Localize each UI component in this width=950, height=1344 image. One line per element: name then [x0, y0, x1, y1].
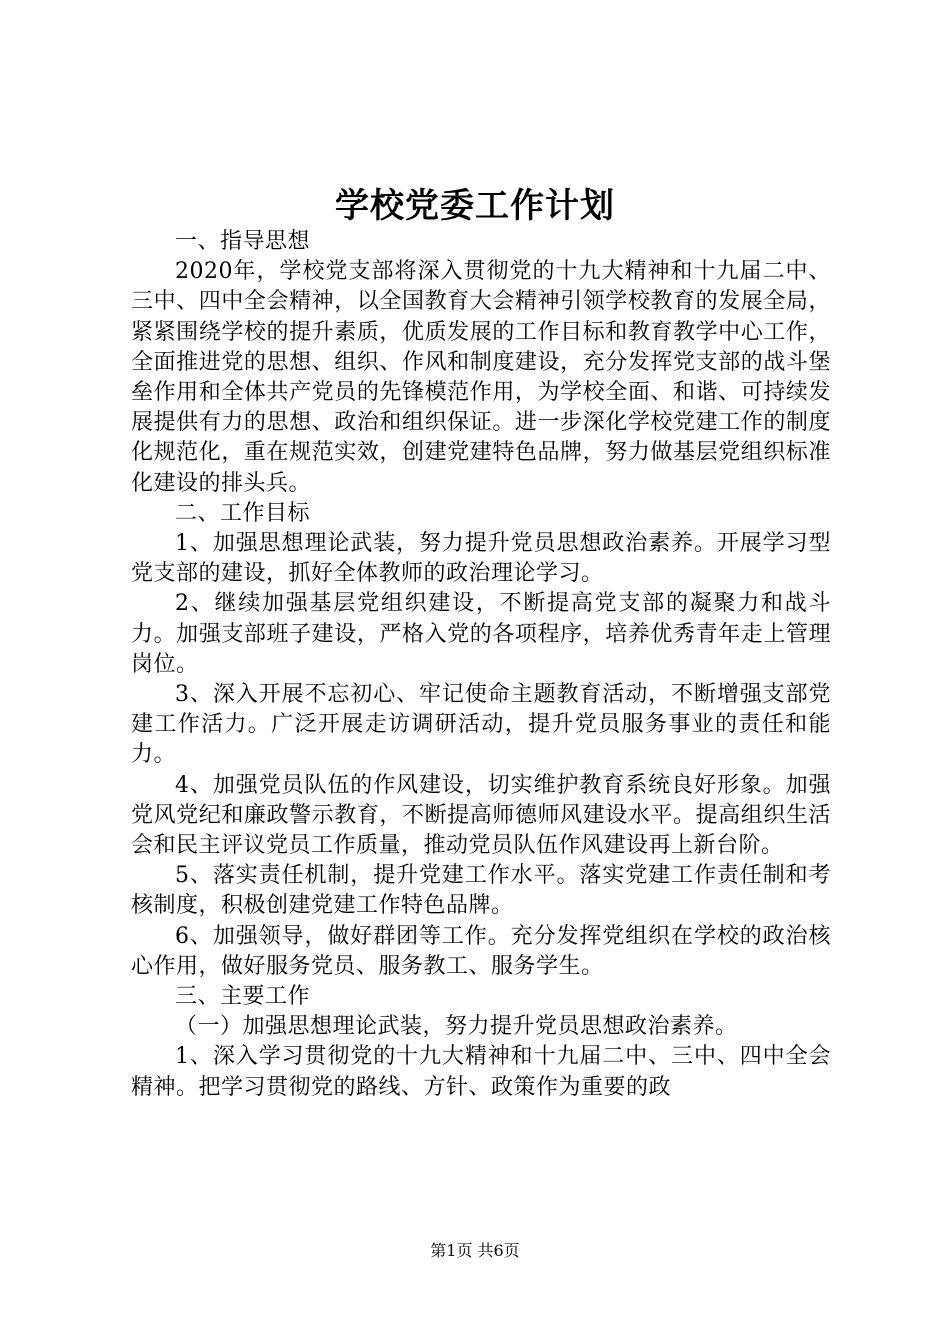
- paragraph: 5、落实责任机制，提升党建工作水平。落实党建工作责任制和考核制度，积极创建党建工作特色品牌。: [131, 863, 831, 919]
- paragraph: 4、加强党员队伍的作风建设，切实维护教育系统良好形象。加强党风党纪和廉政警示教育，不断提高师德师风建设水平。提高组织生活会和民主评议党员工作质量，推动党员队伍作风建设再上新台阶。: [131, 772, 831, 859]
- section-heading: 一、指导思想: [175, 229, 311, 254]
- document-body: [131, 227, 831, 1103]
- paragraph: 2、继续加强基层党组织建设，不断提高党支部的凝聚力和战斗力。加强支部班子建设，严格入党的各项程序，培养优秀青年走上管理岗位。: [131, 591, 831, 677]
- paragraph: 6、加强领导，做好群团等工作。充分发挥党组织在学校的政治核心作用，做好服务党员、服务教工、服务学生。: [131, 923, 831, 979]
- page-footer: 第1页 共6页: [430, 1241, 520, 1260]
- subsection-heading: （一）加强思想理论武装，努力提升党员思想政治素养。: [175, 1014, 738, 1040]
- paragraph: 1、深入学习贯彻党的十九大精神和十九届二中、三中、四中全会精神。把学习贯彻党的路线、方针、政策作为重要的政: [131, 1044, 831, 1100]
- section-heading: 二、工作目标: [175, 500, 311, 526]
- paragraph: 2020年，学校党支部将深入贯彻党的十九大精神和十九届二中、三中、四中全会精神，以全国教育大会精神引领学校教育的发展全局，紧紧围绕学校的提升素质，优质发展的工作目标和教育教学中心工作，全面推进党的思想、组织、作风和制度建设，充分发挥党支部的战斗堡垒作用和全体共产党员的先锋模范作用，为学校全面、和谐、可持续发展提供有力的思想、政治和组织保证。进一步深化学校党建工作的制度化规范化，重在规范实效，创建党建特色品牌，努力做基层党组织标准化建设的排头兵。: [131, 259, 831, 496]
- section-heading: 三、主要工作: [175, 984, 311, 1010]
- document-title: 学校党委工作计划: [335, 186, 615, 226]
- paragraph: 1、加强思想理论武装，努力提升党员思想政治素养。开展学习型党支部的建设，抓好全体教师的政治理论学习。: [131, 531, 831, 587]
- paragraph: 3、深入开展不忘初心、牢记使命主题教育活动，不断增强支部党建工作活力。广泛开展走访调研活动，提升党员服务事业的责任和能力。: [131, 682, 831, 768]
